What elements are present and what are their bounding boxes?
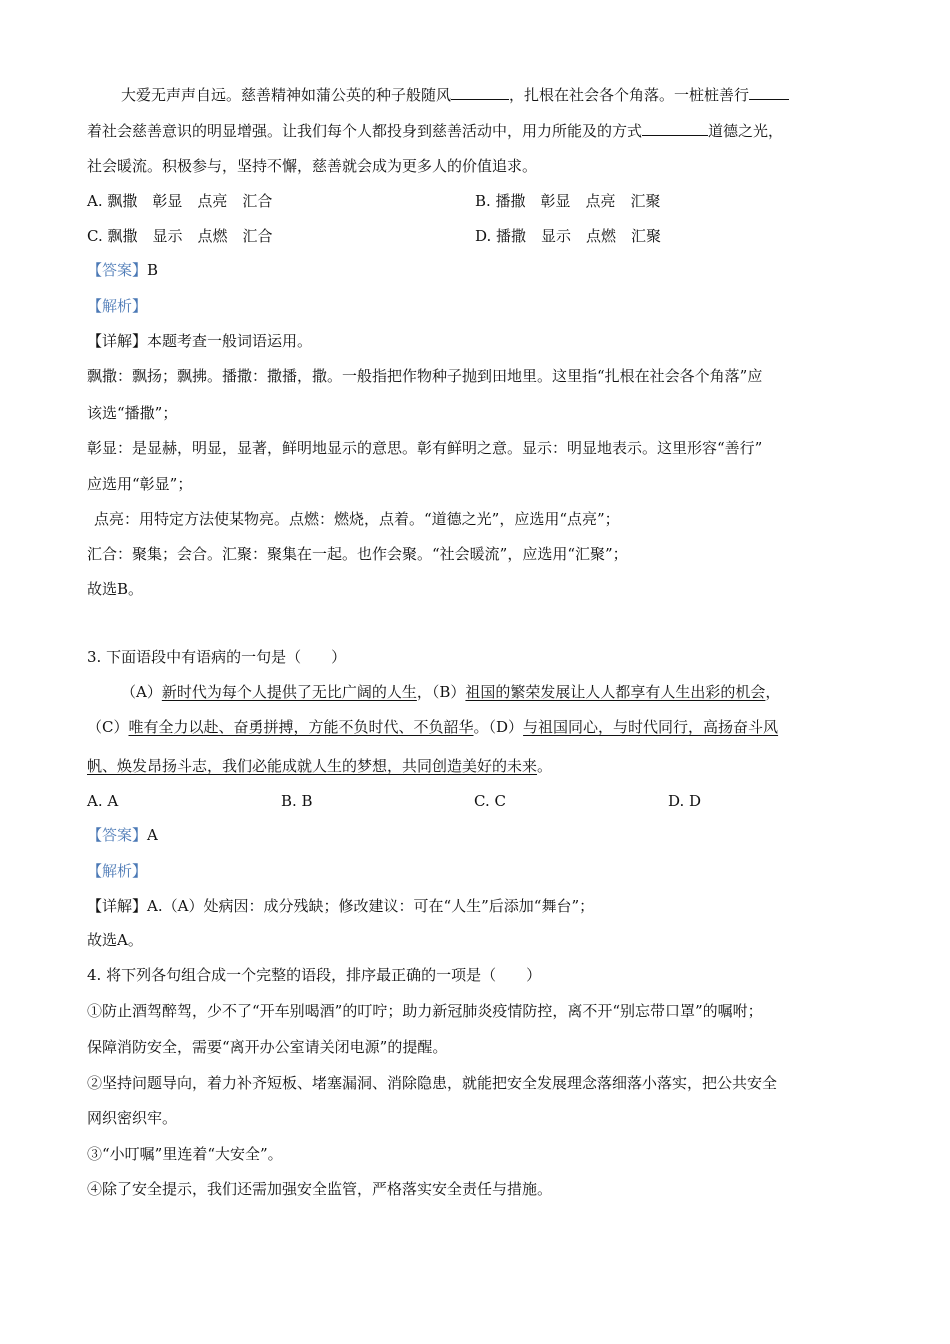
q2-passage-line-1 [121, 84, 789, 106]
q2-passage-text: ，扎根在社会各个角落。一桩桩善行 [509, 86, 750, 104]
q2-explanation-1b: 该选“播撒”； [87, 404, 178, 422]
q2-explanation-1a: 飘撒：飘扬；飘拂。播撒：撒播，撒。一般指把作物种子抛到田地里。这里指“扎根在社会各个角落”应 [87, 367, 763, 385]
q3-option-a: A. A [87, 792, 119, 810]
detail-label: 【详解】 [87, 897, 148, 915]
sentence-a: 新时代为每个人提供了无比广阔的人生 [161, 683, 417, 701]
q3-detail [87, 895, 594, 917]
sentence-marker-b: （B） [431, 683, 466, 701]
q3-analysis-label: 【解析】 [87, 862, 148, 880]
q2-analysis-label: 【解析】 [87, 297, 148, 315]
q2-passage-line-3: 社会暖流。积极参与，坚持不懈，慈善就会成为更多人的价值追求。 [87, 157, 538, 175]
sentence-d: 与祖国同心，与时代同行，高扬奋斗风 [523, 718, 779, 736]
q3-stem: 3. 下面语段中有语病的一句是（ ） [87, 648, 347, 666]
q2-option-b: B. 播撒 彰显 点亮 汇聚 [475, 192, 661, 210]
sentence-marker-d: （D） [488, 718, 524, 736]
sentence-marker-c: （C） [87, 718, 129, 736]
q2-explanation-2a: 彰显：是显赫，明显，显著，鲜明地显示的意思。彰有鲜明之意。显示：明显地表示。这里形容“善行” [87, 439, 763, 457]
answer-label: 【答案】 [87, 826, 148, 844]
answer-label: 【答案】 [87, 261, 148, 279]
q2-option-c: C. 飘撒 显示 点燃 汇合 [87, 227, 273, 245]
sentence-b: 祖国的繁荣发展让人人都享有人生出彩的机会 [465, 683, 766, 701]
q2-conclusion: 故选B。 [87, 580, 144, 598]
q4-sentence-3: ③“小叮嘱”里连着“大安全”。 [87, 1145, 283, 1163]
q2-passage-text: 着社会慈善意识的明显增强。让我们每个人都投身到慈善活动中，用力所能及的方式 [87, 122, 643, 140]
q3-conclusion: 故选A。 [87, 931, 143, 949]
q4-sentence-1a: ①防止酒驾醉驾，少不了“开车别喝酒”的叮咛；助力新冠肺炎疫情防控，离不开“别忘带口罩”的嘱咐； [87, 1002, 763, 1020]
punctuation: ， [765, 683, 781, 701]
q2-explanation-3: 点亮：用特定方法使某物亮。点燃：燃烧，点着。“道德之光”，应选用“点亮”； [94, 510, 620, 528]
q4-sentence-2b: 网织密织牢。 [87, 1109, 178, 1127]
punctuation: 。 [537, 757, 553, 775]
q3-option-d: D. D [668, 792, 702, 810]
sentence-marker-a: （A） [121, 683, 162, 701]
q4-sentence-4: ④除了安全提示，我们还需加强安全监管，严格落实安全责任与措施。 [87, 1180, 553, 1198]
sentence-c: 唯有全力以赴、奋勇拼搏，方能不负时代、不负韶华 [128, 718, 474, 736]
q2-explanation-2b: 应选用“彰显”； [87, 475, 193, 493]
q3-passage-line-1 [121, 681, 780, 703]
answer-value: A [147, 826, 158, 844]
q3-option-b: B. B [281, 792, 313, 810]
answer-blank [749, 85, 789, 100]
q2-explanation-4: 汇合：聚集；会合。汇聚：聚集在一起。也作会聚。“社会暖流”，应选用“汇聚”； [87, 545, 628, 563]
punctuation: ， [416, 683, 432, 701]
q3-answer [87, 824, 158, 846]
q2-passage-text: 大爱无声声自远。慈善精神如蒲公英的种子般随风 [121, 86, 452, 104]
q3-passage-line-2 [87, 716, 778, 738]
q4-sentence-1b: 保障消防安全，需要“离开办公室请关闭电源”的提醒。 [87, 1038, 448, 1056]
sentence-d: 帆、焕发昂扬斗志，我们必能成就人生的梦想，共同创造美好的未来 [87, 757, 538, 775]
answer-blank [642, 121, 708, 136]
q2-option-d: D. 播撒 显示 点燃 汇聚 [475, 227, 662, 245]
answer-blank [451, 85, 509, 100]
q4-sentence-2a: ②坚持问题导向，着力补齐短板、堵塞漏洞、消除隐患，就能把安全发展理念落细落小落实，把公共安全 [87, 1074, 778, 1092]
q3-option-c: C. C [474, 792, 506, 810]
q2-passage-line-2 [87, 120, 783, 142]
q2-answer [87, 259, 158, 281]
detail-text: 本题考查一般词语运用。 [147, 332, 313, 350]
punctuation: 。 [473, 718, 489, 736]
q2-passage-text: 道德之光， [708, 122, 784, 140]
answer-value: B [147, 261, 159, 279]
q2-detail [87, 330, 312, 352]
detail-text: A.（A）处病因：成分残缺；修改建议：可在“人生”后添加“舞台”； [147, 897, 595, 915]
q3-passage-line-3 [87, 755, 552, 777]
detail-label: 【详解】 [87, 332, 148, 350]
q4-stem: 4. 将下列各句组合成一个完整的语段，排序最正确的一项是（ ） [87, 966, 542, 984]
q2-option-a: A. 飘撒 彰显 点亮 汇合 [87, 192, 273, 210]
